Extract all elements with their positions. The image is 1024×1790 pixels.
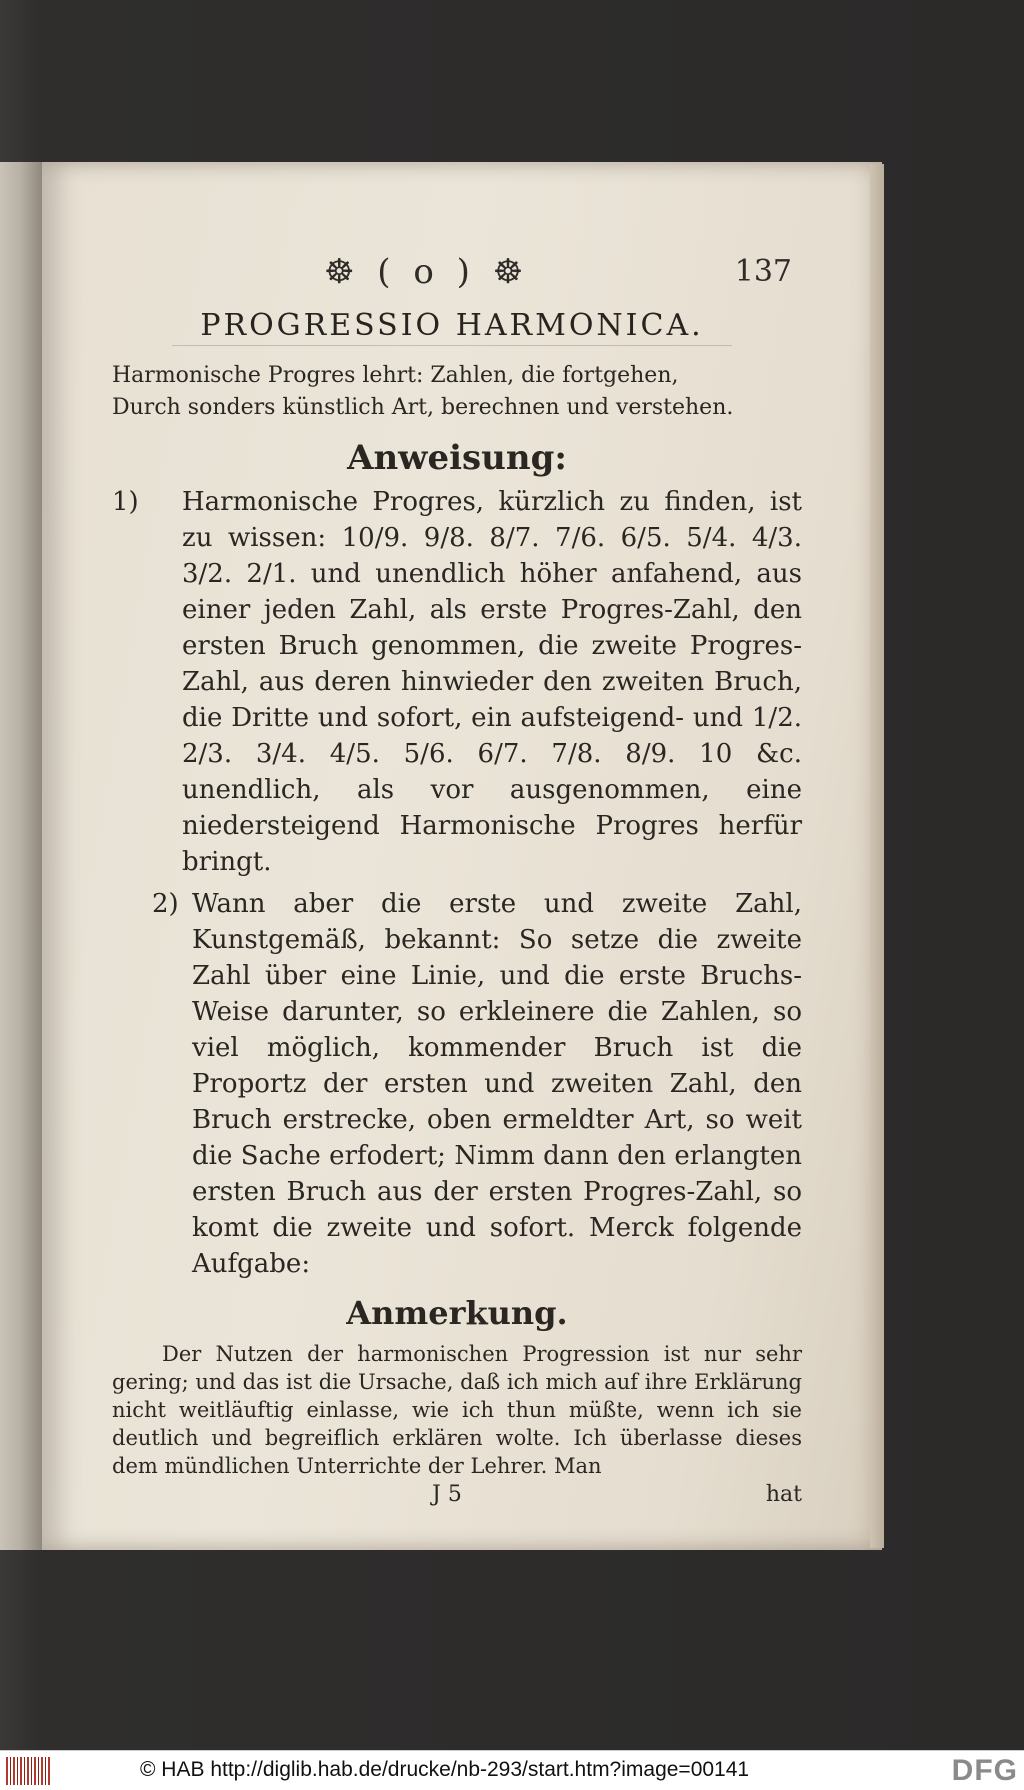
item-text: Harmonische Progres, kürzlich zu finden, ist zu wissen: 10/9. 9/8. 8/7. 7/6. 6/5. 5/4. 4/3. 3/2. 2/1. und unendlich höher anfahend, aus einer jeden Zahl, als erste Progres-Zahl, den ersten Bruch genommen, die zweite Progres-Zahl, aus deren hinwieder den zweiten Bruch, die Dritte und sofort, ein aufsteigend- und 1/2. 2/3. 3/4. 4/5. 5/6. 6/7. 7/8. 8/9. 10 &c. unendlich, als vor ausgenommen, eine niedersteigend Harmonische Progres herfür bringt.: [182, 487, 802, 877]
list-item: [112, 886, 802, 1282]
page-content: [112, 252, 802, 1514]
page-header: [112, 252, 802, 296]
motto-line: Harmonische Progres lehrt: Zahlen, die fortgehen,: [112, 363, 679, 388]
chapter-title: PROGRESSIO HARMONICA.: [172, 308, 732, 346]
motto-line: Durch sonders künstlich Art, berechnen und verstehen.: [112, 395, 734, 420]
footer-bar: [0, 1750, 1024, 1790]
motto: [112, 360, 802, 424]
copyright-link[interactable]: © HAB http://diglib.hab.de/drucke/nb-293/start.htm?image=00141: [140, 1758, 750, 1781]
page-number: 137: [734, 254, 792, 289]
signature-mark: J 5: [432, 1482, 462, 1507]
page-footer: [112, 1482, 802, 1514]
running-head: ☸ ( o ) ☸: [324, 252, 530, 292]
note-paragraph: Der Nutzen der harmonischen Progression ist nur sehr gering; und das ist die Ursache, daß ich mich auf ihre Erklärung nicht weitläuftig einlasse, wie ich thun müßte, wenn ich sie deutlich und begreiflich erklären wolte. Ich überlasse dieses dem mündlichen Unterrichte der Lehrer. Man: [112, 1342, 802, 1478]
page-right-edge: [870, 164, 884, 1548]
list-item: [112, 484, 802, 880]
book-page: [42, 162, 882, 1550]
section-heading: Anweisung:: [347, 438, 567, 478]
catchword: hat: [765, 1482, 802, 1507]
barcode-icon: [6, 1757, 50, 1785]
item-number: 2): [152, 889, 179, 919]
sub-heading: Anmerkung.: [346, 1294, 568, 1332]
item-text: Wann aber die erste und zweite Zahl, Kunstgemäß, bekannt: So setze die zweite Zahl über eine Linie, und die erste Bruchs-Weise darunter, so erkleinere die Zahlen, so viel möglich, kommender Bruch ist die Proportz der ersten und zweiten Zahl, den Bruch erstrecke, oben ermeldter Art, so weit die Sache erfodert; Nimm dann den erlangten ersten Bruch aus der ersten Progres-Zahl, so komt die zweite und sofort. Merck folgende Aufgabe:: [192, 889, 802, 1279]
item-number: 1): [112, 487, 139, 517]
dfg-logo: DFG: [951, 1754, 1018, 1787]
left-page-edge: [0, 162, 42, 1550]
